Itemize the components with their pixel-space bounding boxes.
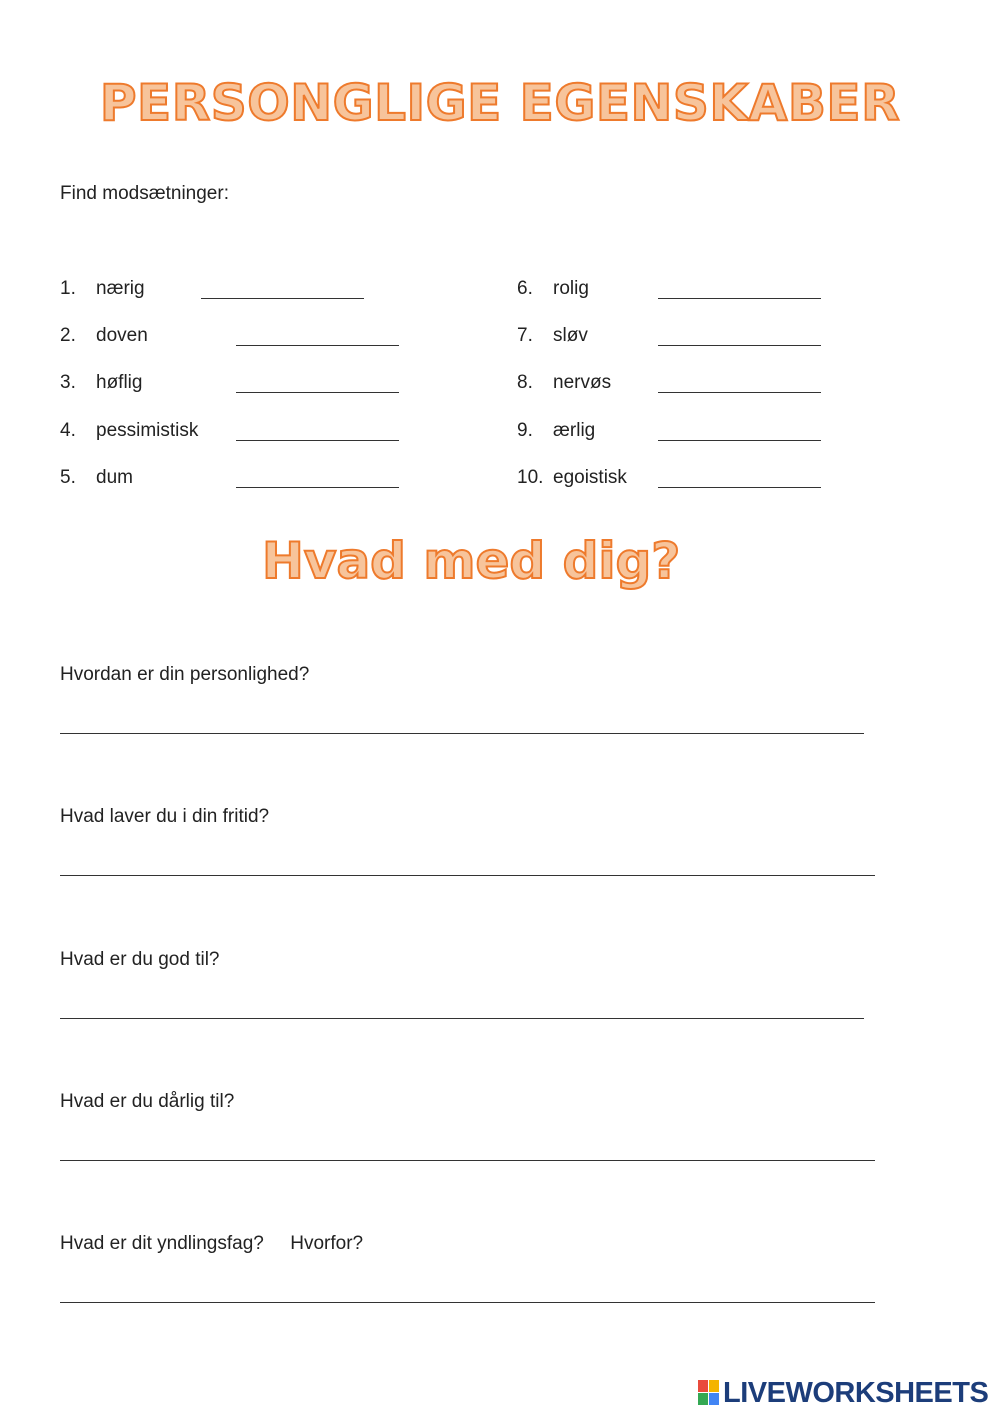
list-item — [60, 372, 480, 398]
answer-blank-1[interactable] — [201, 298, 364, 299]
answer-line-1[interactable] — [60, 733, 864, 734]
answer-line-2[interactable] — [60, 875, 875, 876]
answer-blank-9[interactable] — [658, 440, 821, 441]
item-word: nærig — [96, 278, 145, 299]
answer-blank-6[interactable] — [658, 298, 821, 299]
item-word: doven — [96, 325, 148, 346]
logo-text: LIVEWORKSHEETS — [723, 1376, 989, 1409]
answer-blank-4[interactable] — [236, 440, 399, 441]
answer-blank-3[interactable] — [236, 392, 399, 393]
item-number: 10. — [517, 467, 544, 488]
page-title: PERSONGLIGE EGENSKABER — [99, 74, 901, 132]
list-item — [60, 420, 480, 446]
item-number: 4. — [60, 420, 76, 441]
item-number: 2. — [60, 325, 76, 346]
question-text: Hvad er du dårlig til? — [60, 1091, 235, 1112]
liveworksheets-logo — [698, 1378, 988, 1408]
question-text: Hvad laver du i din fritid? — [60, 806, 270, 827]
list-item — [517, 467, 837, 493]
item-number: 5. — [60, 467, 76, 488]
answer-blank-7[interactable] — [658, 345, 821, 346]
logo-blocks-icon — [698, 1380, 720, 1406]
list-item — [517, 372, 837, 398]
question-text: Hvad er dit yndlingsfag? Hvorfor? — [60, 1233, 364, 1254]
item-word: sløv — [553, 325, 588, 346]
answer-blank-5[interactable] — [236, 487, 399, 488]
answer-blank-2[interactable] — [236, 345, 399, 346]
list-item — [60, 467, 480, 493]
answer-blank-8[interactable] — [658, 392, 821, 393]
item-number: 6. — [517, 278, 533, 299]
item-word: pessimistisk — [96, 420, 199, 441]
item-word: rolig — [553, 278, 589, 299]
list-item — [60, 278, 480, 304]
item-number: 1. — [60, 278, 76, 299]
item-number: 3. — [60, 372, 76, 393]
item-word: dum — [96, 467, 133, 488]
item-number: 7. — [517, 325, 533, 346]
item-word: høflig — [96, 372, 143, 393]
answer-line-3[interactable] — [60, 1018, 864, 1019]
answer-line-4[interactable] — [60, 1160, 875, 1161]
list-item — [517, 420, 837, 446]
item-number: 8. — [517, 372, 533, 393]
item-word: nervøs — [553, 372, 612, 393]
list-item — [517, 278, 837, 304]
answer-blank-10[interactable] — [658, 487, 821, 488]
question-text: Hvordan er din personlighed? — [60, 664, 310, 685]
item-number: 9. — [517, 420, 533, 441]
item-word: egoistisk — [553, 467, 627, 488]
section-title: Hvad med dig? — [262, 532, 681, 590]
question-text: Hvad er du god til? — [60, 949, 220, 970]
list-item — [517, 325, 837, 351]
item-word: ærlig — [553, 420, 596, 441]
instruction-text: Find modsætninger: — [60, 183, 229, 204]
list-item — [60, 325, 480, 351]
answer-line-5[interactable] — [60, 1302, 875, 1303]
